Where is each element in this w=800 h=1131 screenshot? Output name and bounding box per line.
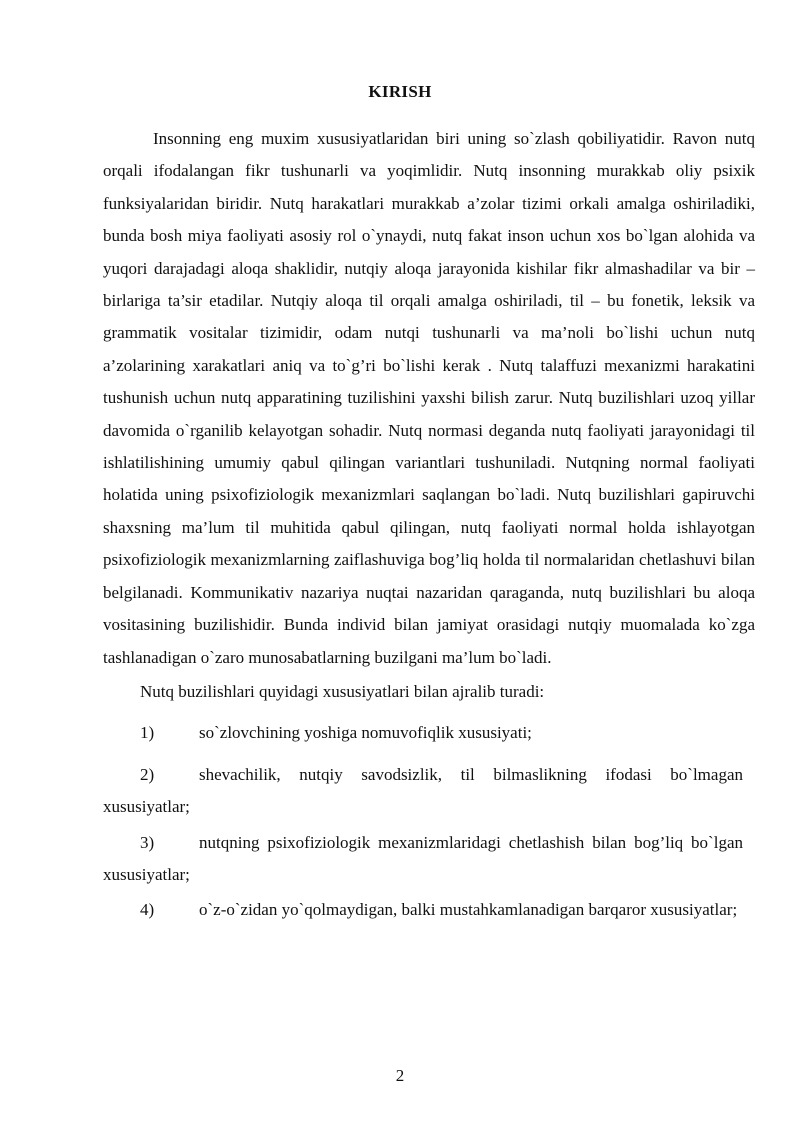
list-item-text: o`z-o`zidan yo`qolmaydigan, balki mustahkamlanadigan barqaror xususiyatlar;: [199, 900, 738, 920]
list-item: [103, 759, 755, 824]
list-lead-paragraph: Nutq buzilishlari quyidagi xususiyatlari bilan ajralib turadi:: [140, 681, 545, 701]
list-item: [103, 717, 755, 749]
list-item: [103, 894, 755, 926]
list-item-text: so`zlovchining yoshiga nomuvofiqlik xususiyati;: [199, 723, 532, 743]
feature-list: [103, 717, 755, 926]
list-item-number: 1): [140, 723, 155, 743]
document-body: [103, 123, 755, 930]
page-number: 2: [395, 1066, 405, 1085]
document-title: KIRISH: [368, 82, 432, 101]
list-item-number: 2): [140, 764, 155, 784]
list-item-number: 4): [140, 900, 155, 920]
intro-paragraph: Insonning eng muxim xususiyatlaridan biri uning so`zlash qobiliyatidir. Ravon nutq orqali ifodalangan fikr tushunarli va yoqimlidir. Nutq insonning murakkab oliy psixik funksiyalaridan biridir. Nutq harakatlari murakkab a’zolar tizimi orkali amalga oshiriladiki, bunda bosh miya faoliyati asosiy rol o`ynaydi, nutq fakat inson uchun xos bo`lgan alohida va yuqori darajadagi aloqa shaklidir, nutqiy aloqa jarayonida kishilar fikr almashadilar va bir – birlariga ta’sir etadilar. Nutqiy aloqa til orqali amalga oshiriladi, til – bu fonetik, leksik va grammatik vositalar tizimidir, odam nutqi tushunarli va ma’noli bo`lishi uchun nutq a’zolarining xarakatlari aniq va to`g’ri bo`lishi kerak . Nutq talaffuzi mexanizmi harakatini tushunish uchun nutq apparatining tuzilishini yaxshi bilish zarur. Nutq buzilishlari uzoq yillar davomida o`rganilib kelayotgan sohadir. Nutq normasi deganda nutq faoliyati jarayonidagi til ishlatilishining umumiy qabul qilingan variantlari tushuniladi. Nutqning normal faoliyati holatida uning psixofiziologik mexanizmlari saqlangan bo`ladi. Nutq buzilishlari gapiruvchi shaxsning ma’lum til muhitida qabul qilingan, nutq faoliyati normal holda ishlayotgan psixofiziologik mexanizmlarning zaiflashuviga bog’liq holda til normalaridan chetlashuvi bilan belgilanadi. Kommunikativ nazariya nuqtai nazaridan qaraganda, nutq buzilishlari bu aloqa vositasining buzilishidir. Bunda individ bilan jamiyat orasidagi nutqiy muomalada ko`zga tashlanadigan o`zaro munosabatlarning buzilgani ma’lum bo`ladi.: [103, 129, 755, 667]
list-item: [103, 827, 755, 892]
list-item-text: nutqning psixofiziologik mexanizmlaridagi chetlashish bilan bog’liq bo`lgan xususiyatlar;: [103, 832, 743, 884]
list-item-text: shevachilik, nutqiy savodsizlik, til bilmaslikning ifodasi bo`lmagan xususiyatlar;: [103, 764, 743, 817]
list-item-number: 3): [140, 832, 155, 852]
